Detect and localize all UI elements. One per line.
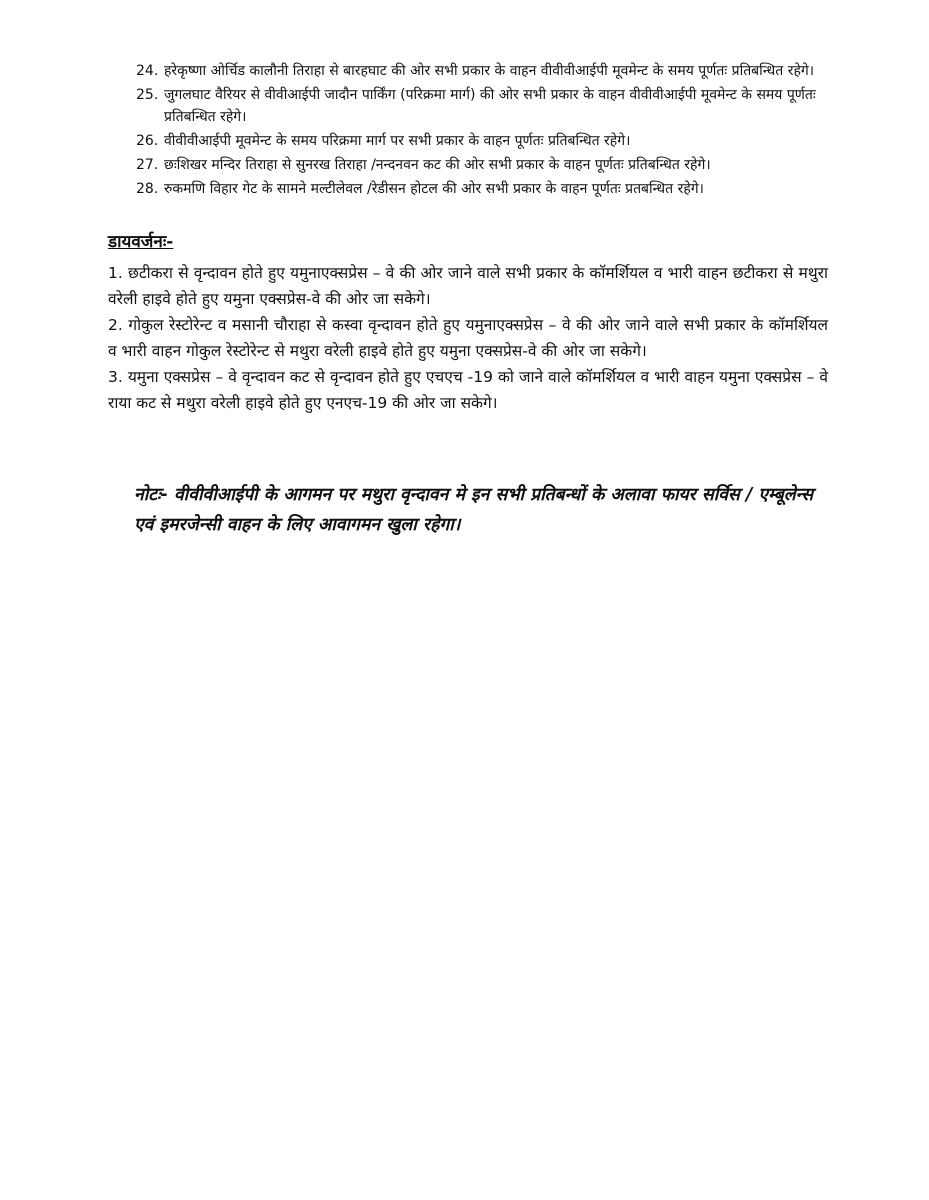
- diversion-item: 1. छटीकरा से वृन्दावन होते हुए यमुनाएक्सप्रेस – वे की ओर जाने वाले सभी प्रकार के कॉमर्शियल व भारी वाहन छटीकरा से मथुरा वरेली हाइवे होते हुए यमुना एक्सप्रेस-वे की ओर जा सकेगे।: [108, 264, 828, 308]
- diversion-heading: डायवर्जनः-: [108, 232, 174, 252]
- list-item-number: 25.: [136, 87, 159, 103]
- diversion-item: 3. यमुना एक्सप्रेस – वे वृन्दावन कट से वृन्दावन होते हुए एचएच -19 को जाने वाले कॉमर्शियल व भारी वाहन यमुना एक्सप्रेस – वे राया कट से मथुरा वरेली हाइवे होते हुए एनएच-19 की ओर जा सकेगे।: [108, 368, 828, 412]
- note-paragraph: नोटः- वीवीवीआईपी के आगमन पर मथुरा वृन्दावन मे इन सभी प्रतिबन्धों के अलावा फायर सर्विस / एम्बूलेन्स एवं इमरजेन्सी वाहन के लिए आवागमन खुला रहेगा।: [134, 485, 814, 535]
- list-item: [136, 60, 836, 82]
- list-item: [136, 84, 836, 128]
- diversion-item: 2. गोकुल रेस्टोरेन्ट व मसानी चौराहा से कस्वा वृन्दावन होते हुए यमुनाएक्सप्रेस – वे की ओर जाने वाले सभी प्रकार के कॉमर्शियल व भारी वाहन गोकुल रेस्टोरेन्ट से मथुरा वरेली हाइवे होते हुए यमुना एक्सप्रेस-वे की ओर जा सकेगे।: [108, 316, 828, 360]
- list-item-text: हरेकृष्णा ओर्चिड कालौनी तिराहा से बारहघाट की ओर सभी प्रकार के वाहन वीवीवीआईपी मूवमेन्ट के समय पूर्णतः प्रतिबन्धित रहेगे।: [164, 63, 815, 79]
- list-item-number: 24.: [136, 63, 159, 79]
- list-item-text: वीवीवीआईपी मूवमेन्ट के समय परिक्रमा मार्ग पर सभी प्रकार के वाहन पूर्णतः प्रतिबन्धित रहेगे।: [164, 133, 631, 149]
- list-item-text: रुकमणि विहार गेट के सामने मल्टीलेवल /रेडीसन होटल की ओर सभी प्रकार के वाहन पूर्णतः प्रतबन्धित रहेगे।: [164, 181, 704, 197]
- list-item: [136, 130, 836, 152]
- list-item-text: छःशिखर मन्दिर तिराहा से सुनरख तिराहा /नन्दनवन कट की ओर सभी प्रकार के वाहन पूर्णतः प्रतिबन्धित रहेगे।: [164, 157, 711, 173]
- diversion-list: [108, 260, 828, 416]
- list-item-number: 26.: [136, 133, 159, 149]
- list-item-text: जुगलघाट वैरियर से वीवीआईपी जादौन पार्किंग (परिक्रमा मार्ग) की ओर सभी प्रकार के वाहन वीवीवीआईपी मूवमेन्ट के समय पूर्णतः प्रतिबन्धित रहेगे।: [164, 87, 816, 125]
- list-item-number: 28.: [136, 181, 159, 197]
- list-item: [136, 178, 836, 200]
- list-item-number: 27.: [136, 157, 159, 173]
- list-item: [136, 154, 836, 176]
- restriction-list: [136, 60, 836, 202]
